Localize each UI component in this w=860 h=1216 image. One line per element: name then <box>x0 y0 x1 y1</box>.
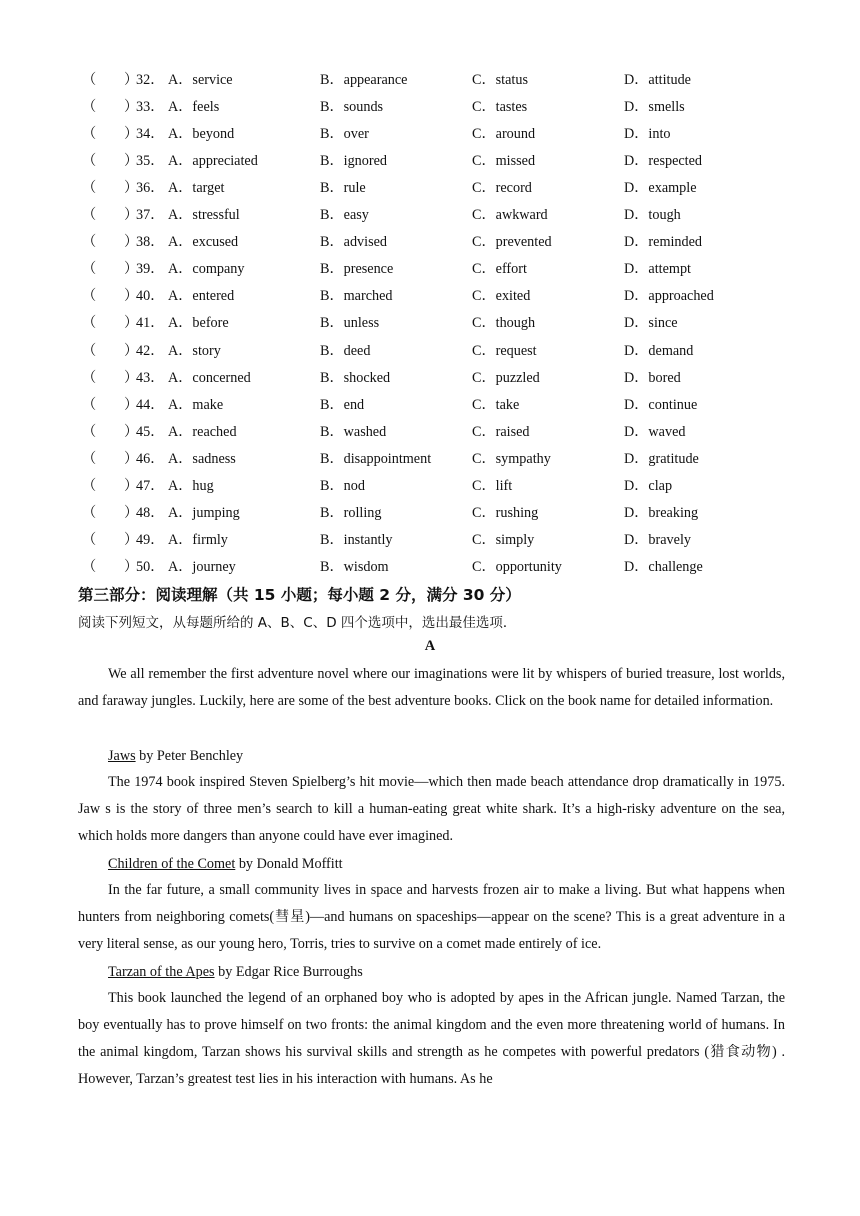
book-author: by Peter Benchley <box>135 748 244 764</box>
book-link[interactable]: Children of the Comet <box>108 856 236 872</box>
question-number: 47． <box>136 477 165 494</box>
option-c: C．record <box>472 180 532 197</box>
option-a: A．feels <box>168 99 220 116</box>
question-row <box>0 423 860 450</box>
question-row <box>0 206 860 233</box>
option-a: A．before <box>168 315 229 332</box>
option-a: A．reached <box>168 423 237 440</box>
question-number: 49． <box>136 531 165 548</box>
question-number: 44． <box>136 396 165 413</box>
question-row <box>0 71 860 98</box>
option-a: A．entered <box>168 288 235 305</box>
answer-bracket-open: （ <box>82 288 97 305</box>
option-d: D．respected <box>624 153 702 170</box>
option-a: A．concerned <box>168 369 251 386</box>
option-d: D．attempt <box>624 261 691 278</box>
option-a: A．appreciated <box>168 153 258 170</box>
option-c: C．opportunity <box>472 558 562 575</box>
option-c: C．lift <box>472 477 513 494</box>
question-row <box>0 98 860 125</box>
question-number: 41． <box>136 315 165 332</box>
option-a: A．journey <box>168 558 236 575</box>
question-row <box>0 450 860 477</box>
option-b: B．end <box>320 396 365 413</box>
book-desc: The 1974 book inspired Steven Spielberg’s hit movie—which then made beach attendance drop dramatically in 1975. Jaw s is the story of three men’s search to kill a human-eating great white shark. It’s a high-risky adventure on the sea, which holds more dangers than anyone could have ever imagined. <box>78 774 785 845</box>
option-c: C．puzzled <box>472 369 540 386</box>
option-b: B．nod <box>320 477 365 494</box>
answer-bracket-close: ） <box>124 153 139 170</box>
answer-bracket-close: ） <box>124 261 139 278</box>
question-row <box>0 477 860 504</box>
question-row <box>0 342 860 369</box>
option-d: D．bravely <box>624 531 691 548</box>
option-a: A．target <box>168 180 225 197</box>
book-desc: This book launched the legend of an orphaned boy who is adopted by apes in the African jungle. Named Tarzan, the boy eventually has to prove himself on two fronts: the animal kingdom and the even more threatening world of humans. In the animal kingdom, Tarzan shows his survival skills and strength as he competes with powerful predators (猎食动物) . However, Tarzan’s greatest test lies in his interaction with humans. As he <box>78 990 785 1088</box>
option-b: B．ignored <box>320 153 387 170</box>
answer-bracket-close: ） <box>124 396 139 413</box>
question-number: 39． <box>136 261 165 278</box>
option-b: B．advised <box>320 234 387 251</box>
section-title: 第三部分：阅读理解（共 15 小题；每小题 2 分，满分 30 分） <box>78 586 521 604</box>
question-row <box>0 260 860 287</box>
answer-bracket-close: ） <box>124 450 139 467</box>
question-row <box>0 504 860 531</box>
option-d: D．tough <box>624 207 681 224</box>
option-c: C．rushing <box>472 504 539 521</box>
option-a: A．sadness <box>168 450 236 467</box>
answer-bracket-close: ） <box>124 234 139 251</box>
answer-bracket-close: ） <box>124 99 139 116</box>
question-row <box>0 531 860 558</box>
answer-bracket-open: （ <box>82 126 97 143</box>
option-c: C．though <box>472 315 536 332</box>
option-a: A．excused <box>168 234 239 251</box>
option-c: C．request <box>472 342 537 359</box>
option-a: A．jumping <box>168 504 240 521</box>
answer-bracket-open: （ <box>82 423 97 440</box>
option-a: A．beyond <box>168 126 235 143</box>
option-c: C．prevented <box>472 234 552 251</box>
answer-bracket-open: （ <box>82 558 97 575</box>
question-number: 45． <box>136 423 165 440</box>
option-d: D．demand <box>624 342 694 359</box>
question-row <box>0 179 860 206</box>
question-row <box>0 558 860 585</box>
answer-bracket-close: ） <box>124 369 139 386</box>
answer-bracket-open: （ <box>82 504 97 521</box>
option-d: D．reminded <box>624 234 703 251</box>
option-d: D．smells <box>624 99 685 116</box>
question-number: 36． <box>136 180 165 197</box>
option-c: C．simply <box>472 531 535 548</box>
option-c: C．status <box>472 72 528 88</box>
option-b: B．wisdom <box>320 558 389 575</box>
question-row <box>0 233 860 260</box>
question-row <box>0 314 860 341</box>
answer-bracket-close: ） <box>124 342 139 359</box>
option-b: B．marched <box>320 288 393 305</box>
option-d: D．breaking <box>624 504 699 521</box>
answer-bracket-open: （ <box>82 531 97 548</box>
question-number: 35． <box>136 153 165 170</box>
option-d: D．bored <box>624 369 681 386</box>
option-c: C．take <box>472 396 520 413</box>
answer-bracket-open: （ <box>82 72 97 88</box>
answer-bracket-close: ） <box>124 180 139 197</box>
book-author: by Edgar Rice Burroughs <box>214 964 363 980</box>
answer-bracket-open: （ <box>82 207 97 224</box>
option-a: A．hug <box>168 477 214 494</box>
book-title-tarzan <box>108 963 363 981</box>
option-b: B．unless <box>320 315 380 332</box>
option-b: B．appearance <box>320 72 408 88</box>
question-row <box>0 287 860 314</box>
answer-bracket-open: （ <box>82 315 97 332</box>
option-b: B．rolling <box>320 504 382 521</box>
passage-label: A <box>424 638 436 654</box>
answer-bracket-open: （ <box>82 180 97 197</box>
answer-bracket-close: ） <box>124 207 139 224</box>
option-c: C．around <box>472 126 536 143</box>
answer-bracket-close: ） <box>124 477 139 494</box>
option-d: D．attitude <box>624 72 691 88</box>
option-a: A．service <box>168 72 233 88</box>
option-d: D．waved <box>624 423 686 440</box>
book-title-comet <box>108 855 343 873</box>
option-c: C．tastes <box>472 99 528 116</box>
option-b: B．shocked <box>320 369 391 386</box>
question-row <box>0 125 860 152</box>
option-b: B．over <box>320 126 369 143</box>
answer-bracket-close: ） <box>124 558 139 575</box>
option-d: D．since <box>624 315 678 332</box>
book-desc: In the far future, a small community lives in space and harvests frozen air to make a living. But what happens when hunters from neighboring comets(彗星)—and humans on spaceships—appear on the scene? This is a great adventure in a very literal sense, as our young hero, Torris, tries to survive on a comet made entirely of ice. <box>78 882 785 953</box>
option-c: C．exited <box>472 288 531 305</box>
section-instructions: 阅读下列短文，从每题所给的 A、B、C、D 四个选项中，选出最佳选项． <box>78 615 517 631</box>
option-b: B．instantly <box>320 531 393 548</box>
option-d: D．continue <box>624 396 698 413</box>
passage-intro: We all remember the first adventure novel where our imaginations were lit by whispers of buried treasure, lost worlds, and faraway jungles. Luckily, here are some of the best adventure books. Click on the book name for detailed information. <box>78 666 785 710</box>
option-a: A．firmly <box>168 531 228 548</box>
question-row <box>0 369 860 396</box>
answer-bracket-open: （ <box>82 153 97 170</box>
question-number: 32． <box>136 72 165 88</box>
question-number: 46． <box>136 450 165 467</box>
option-d: D．challenge <box>624 558 703 575</box>
option-b: B．deed <box>320 342 371 359</box>
option-c: C．sympathy <box>472 450 551 467</box>
answer-bracket-open: （ <box>82 342 97 359</box>
answer-bracket-open: （ <box>82 234 97 251</box>
question-row <box>0 152 860 179</box>
option-d: D．example <box>624 180 697 197</box>
question-number: 34． <box>136 126 165 143</box>
book-author: by Donald Moffitt <box>235 856 343 872</box>
option-a: A．make <box>168 396 224 413</box>
answer-bracket-close: ） <box>124 72 139 88</box>
option-d: D．into <box>624 126 671 143</box>
option-d: D．clap <box>624 477 673 494</box>
answer-bracket-close: ） <box>124 504 139 521</box>
book-link[interactable]: Tarzan of the Apes <box>108 964 215 980</box>
option-c: C．awkward <box>472 207 548 224</box>
option-b: B．washed <box>320 423 387 440</box>
option-a: A．story <box>168 342 221 359</box>
answer-bracket-open: （ <box>82 99 97 116</box>
question-row <box>0 396 860 423</box>
answer-bracket-open: （ <box>82 450 97 467</box>
option-b: B．presence <box>320 261 394 278</box>
answer-bracket-close: ） <box>124 423 139 440</box>
question-number: 37． <box>136 207 165 224</box>
option-d: D．approached <box>624 288 714 305</box>
option-b: B．sounds <box>320 99 384 116</box>
answer-bracket-close: ） <box>124 288 139 305</box>
option-c: C．raised <box>472 423 530 440</box>
answer-bracket-open: （ <box>82 477 97 494</box>
option-a: A．company <box>168 261 245 278</box>
question-number: 38． <box>136 234 165 251</box>
option-b: B．disappointment <box>320 450 432 467</box>
option-c: C．missed <box>472 153 536 170</box>
option-b: B．easy <box>320 207 369 224</box>
book-title-jaws <box>108 747 243 765</box>
question-number: 40． <box>136 288 165 305</box>
option-a: A．stressful <box>168 207 240 224</box>
question-number: 42． <box>136 342 165 359</box>
question-number: 33． <box>136 99 165 116</box>
option-c: C．effort <box>472 261 527 278</box>
answer-bracket-close: ） <box>124 531 139 548</box>
option-b: B．rule <box>320 180 366 197</box>
question-number: 43． <box>136 369 165 386</box>
answer-bracket-close: ） <box>124 126 139 143</box>
option-d: D．gratitude <box>624 450 699 467</box>
answer-bracket-close: ） <box>124 315 139 332</box>
question-number: 48． <box>136 504 165 521</box>
answer-bracket-open: （ <box>82 369 97 386</box>
answer-bracket-open: （ <box>82 396 97 413</box>
answer-bracket-open: （ <box>82 261 97 278</box>
book-link[interactable]: Jaws <box>108 748 136 764</box>
question-number: 50． <box>136 558 165 575</box>
